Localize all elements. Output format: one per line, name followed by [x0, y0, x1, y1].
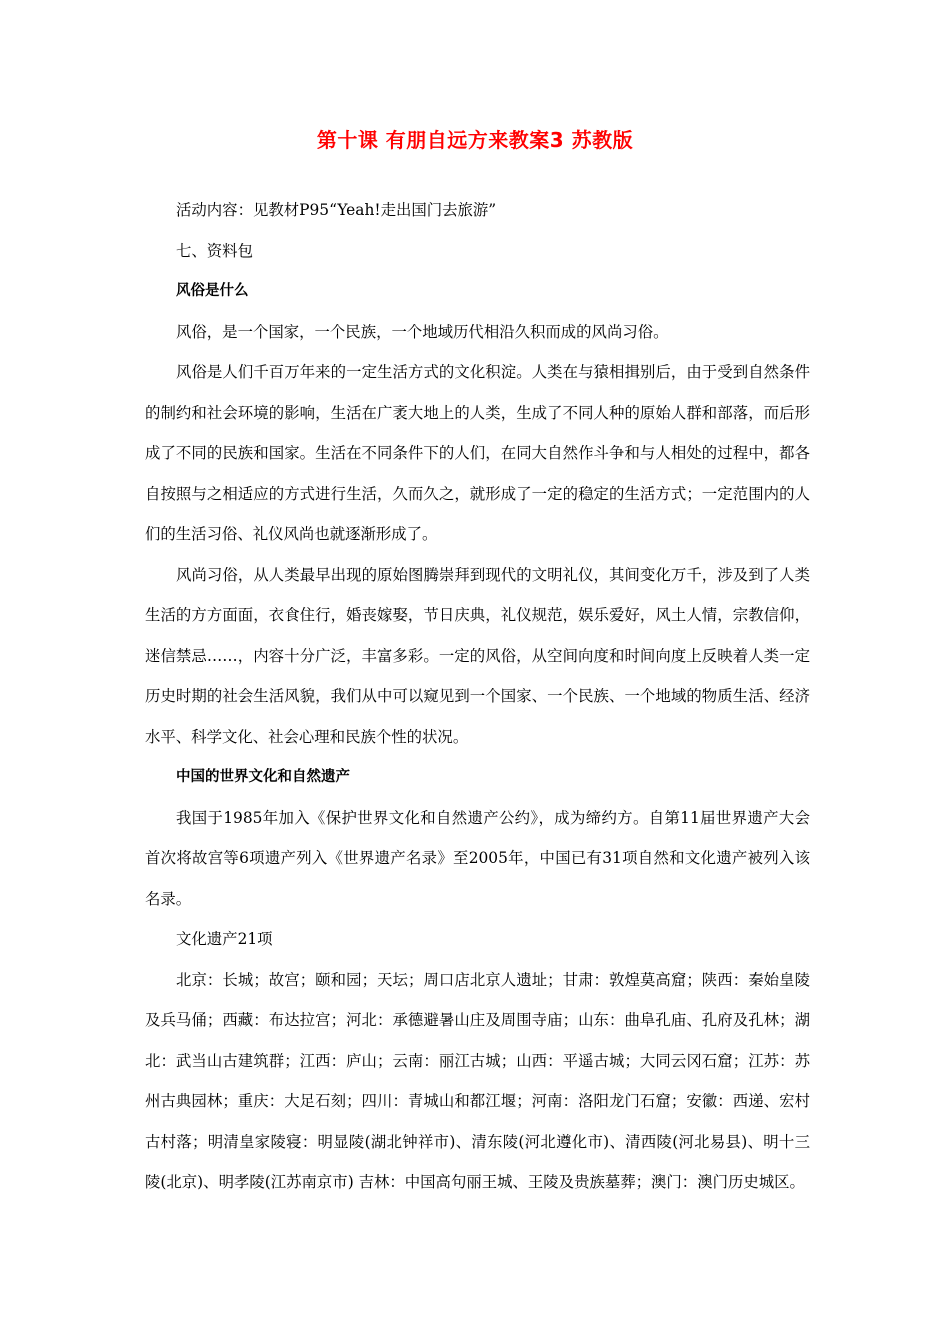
section-label: 七、资料包: [176, 241, 253, 260]
paragraph-heritage-intro: 我国于1985年加入《保护世界文化和自然遗产公约》，成为缔约方。自第11届世界遗产大会首次将故宫等6项遗产列入《世界遗产名录》至2005年，中国已有31项自然和文化遗产被列入该名录。: [145, 808, 810, 908]
paragraph-definition: 风俗，是一个国家，一个民族，一个地域历代相沿久积而成的风尚习俗。: [176, 322, 669, 341]
paragraph-custom-origin: 风俗是人们千百万年来的一定生活方式的文化积淀。人类在与猿相揖别后，由于受到自然条件的制约和社会环境的影响，生活在广袤大地上的人类，生成了不同人种的原始人群和部落，而后形成了不同的民族和国家。生活在不同条件下的人们，在同大自然作斗争和与人相处的过程中，都各自按照与之相适应的方式进行生活，久而久之，就形成了一定的稳定的生活方式；一定范围内的人们的生活习俗、礼仪风尚也就逐渐形成了。: [145, 363, 810, 543]
cultural-heritage-count: 文化遗产21项: [176, 930, 273, 948]
document-body: [145, 190, 810, 1203]
heading-world-heritage: 中国的世界文化和自然遗产: [176, 769, 350, 785]
paragraph-custom-scope: 风尚习俗，从人类最早出现的原始图腾崇拜到现代的文明礼仪，其间变化万千，涉及到了人类生活的方方面面，衣食住行，婚丧嫁娶，节日庆典，礼仪规范，娱乐爱好，风土人情，宗教信仰，迷信禁忌……，内容十分广泛，丰富多彩。一定的风俗，从空间向度和时间向度上反映着人类一定历史时期的社会生活风貌，我们从中可以窥见到一个国家、一个民族、一个地域的物质生活、经济水平、科学文化、社会心理和民族个性的状况。: [145, 565, 810, 746]
heading-what-is-custom: 风俗是什么: [176, 283, 249, 299]
document-title: 第十课 有朋自远方来教案3 苏教版: [316, 128, 634, 152]
activity-content-line: 活动内容：见教材P95“Yeah!走出国门去旅游”: [176, 201, 497, 219]
paragraph-heritage-list: 北京：长城；故宫；颐和园；天坛；周口店北京人遗址；甘肃：敦煌莫高窟；陕西：秦始皇陵及兵马俑；西藏：布达拉宫；河北：承德避暑山庄及周围寺庙；山东：曲阜孔庙、孔府及孔林；湖北：武当山古建筑群；江西：庐山；云南：丽江古城；山西：平遥古城；大同云冈石窟；江苏：苏州古典园林；重庆：大足石刻；四川：青城山和都江堰；河南：洛阳龙门石窟；安徽：西递、宏村古村落；明清皇家陵寝：明显陵(湖北钟祥市)、清东陵(河北遵化市)、清西陵(河北易县)、明十三陵(北京)、明孝陵(江苏南京市) 吉林：中国高句丽王城、王陵及贵族墓葬；澳门：澳门历史城区。: [145, 970, 810, 1191]
